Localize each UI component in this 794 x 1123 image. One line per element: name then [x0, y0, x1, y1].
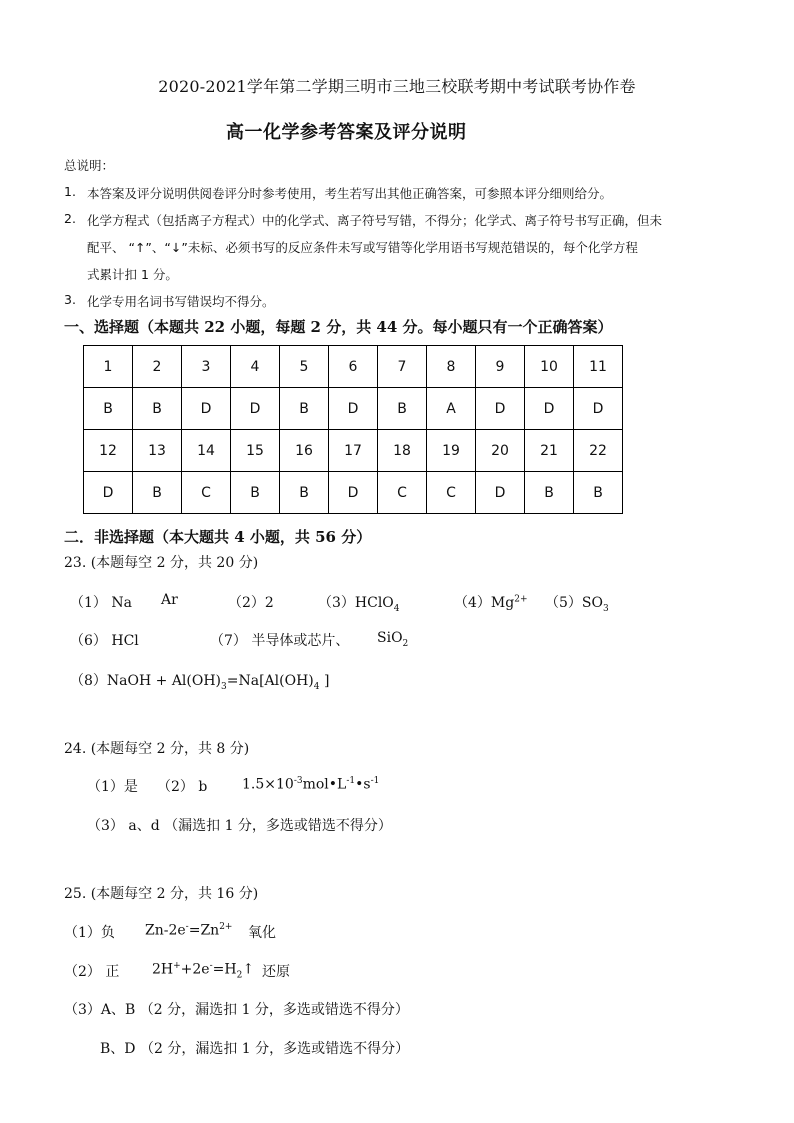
table-cell: D [476, 472, 525, 514]
document-subtitle: 高一化学参考答案及评分说明 [226, 122, 467, 143]
superscript: + [173, 961, 181, 971]
table-cell: A [427, 388, 476, 430]
note-text-line: 化学方程式（包括离子方程式）中的化学式、离子符号写错，不得分；化学式、离子符号书写正确，但未 [87, 213, 663, 228]
note-number: 3. [64, 292, 76, 307]
table-cell: 12 [84, 430, 133, 472]
table-cell: 14 [182, 430, 231, 472]
subscript: 3 [221, 681, 227, 692]
table-cell: 7 [378, 346, 427, 388]
subscript: 2 [402, 638, 409, 649]
subscript: 4 [393, 603, 400, 614]
formula-text: =H [212, 961, 237, 978]
q24-answer-2: （2） b [157, 779, 208, 795]
formula-text: 1.5×10 [242, 776, 294, 793]
answer-table [83, 345, 623, 514]
q25-answer-3: （3）A、B （2 分，漏选扣 1 分，多选或错选不得分） [64, 1002, 409, 1018]
table-cell: C [427, 472, 476, 514]
q24-answer-3: （3） a、d （漏选扣 1 分，多选或错选不得分） [87, 818, 392, 834]
table-cell: B [378, 388, 427, 430]
table-cell: 10 [525, 346, 574, 388]
superscript: - [185, 922, 189, 932]
note-text-line: 式累计扣 1 分。 [87, 267, 178, 282]
q23-answer-1b: Ar [161, 592, 178, 608]
q25-answer-1b [145, 922, 232, 939]
note-text: 化学专用名词书写错误均不得分。 [87, 294, 275, 309]
table-cell: 17 [329, 430, 378, 472]
table-cell: 3 [182, 346, 231, 388]
q25-answer-1: （1）负 [64, 925, 115, 941]
formula-text: （8）NaOH + Al(OH) [70, 673, 222, 689]
table-cell: B [231, 472, 280, 514]
table-cell: 5 [280, 346, 329, 388]
table-cell: D [476, 388, 525, 430]
table-cell: D [182, 388, 231, 430]
table-cell: 20 [476, 430, 525, 472]
table-cell: B [525, 472, 574, 514]
formula-text: SiO [377, 630, 403, 646]
subscript: 4 [313, 681, 320, 692]
superscript: 2+ [219, 922, 233, 932]
table-cell: 22 [574, 430, 623, 472]
table-cell: D [525, 388, 574, 430]
table-cell: 8 [427, 346, 476, 388]
formula-text: +2e [180, 961, 210, 978]
superscript: 2+ [514, 594, 528, 605]
table-cell: 19 [427, 430, 476, 472]
section2-heading: 二．非选择题（本大题共 4 小题，共 56 分） [64, 528, 372, 546]
q24-answer-2b [242, 776, 379, 793]
notes-heading: 总说明： [64, 158, 115, 173]
table-cell: 16 [280, 430, 329, 472]
q23-answer-8 [70, 670, 329, 692]
superscript: -3 [293, 776, 303, 786]
q25-title: 25. (本题每空 2 分，共 16 分) [64, 886, 259, 902]
subscript: 3 [602, 603, 609, 614]
q25-answer-1d: 氧化 [248, 925, 276, 941]
q24-answer-1: （1）是 [87, 779, 138, 795]
table-cell: D [329, 388, 378, 430]
q23-title: 23. (本题每空 2 分，共 20 分) [64, 555, 259, 571]
superscript: -1 [370, 776, 380, 786]
table-cell: 21 [525, 430, 574, 472]
table-cell: B [280, 472, 329, 514]
formula-text: （3）HClO [318, 595, 394, 611]
table-cell: B [84, 388, 133, 430]
table-cell: 15 [231, 430, 280, 472]
q23-answer-3 [318, 592, 400, 614]
table-cell: C [378, 472, 427, 514]
table-cell: 2 [133, 346, 182, 388]
table-row [84, 346, 623, 388]
q23-answer-7: （7） 半导体或芯片、 [210, 633, 350, 649]
table-cell: 18 [378, 430, 427, 472]
formula-text: Zn-2e [145, 922, 186, 939]
section1-heading: 一、选择题（本题共 22 小题，每题 2 分，共 44 分。每小题只有一个正确答案） [64, 318, 613, 336]
superscript: -1 [346, 776, 356, 786]
table-cell: 1 [84, 346, 133, 388]
q25-answer-4: B、D （2 分，漏选扣 1 分，多选或错选不得分） [100, 1041, 410, 1057]
formula-text: •s [355, 776, 371, 793]
q24-title: 24. (本题每空 2 分，共 8 分) [64, 741, 250, 757]
note-text: 本答案及评分说明供阅卷评分时参考使用，考生若写出其他正确答案，可参照本评分细则给分。 [87, 186, 613, 201]
formula-text: =Na[Al(OH) [226, 673, 314, 689]
table-cell: B [133, 388, 182, 430]
table-cell: D [84, 472, 133, 514]
table-cell: D [574, 388, 623, 430]
table-cell: 4 [231, 346, 280, 388]
table-cell: 13 [133, 430, 182, 472]
formula-text: mol•L [302, 776, 347, 793]
formula-text: ] [319, 673, 330, 689]
q23-answer-1: （1） Na [70, 595, 132, 611]
q23-answer-6: （6） HCl [70, 633, 139, 649]
formula-text: 2H [152, 961, 174, 978]
q23-answer-5 [545, 592, 609, 614]
table-cell: 11 [574, 346, 623, 388]
formula-text: =Zn [188, 922, 220, 939]
table-cell: C [182, 472, 231, 514]
formula-text: （4）Mg [454, 595, 515, 611]
q25-answer-2b [152, 961, 254, 980]
table-row [84, 388, 623, 430]
note-text-line: 配平、 “↑”、“↓”未标、必须书写的反应条件未写或写错等化学用语书写规范错误的，每个化学方程 [87, 240, 638, 255]
q25-answer-2f: 还原 [262, 964, 290, 980]
table-cell: B [280, 388, 329, 430]
superscript: - [209, 961, 213, 971]
table-cell: 9 [476, 346, 525, 388]
table-cell: D [329, 472, 378, 514]
exam-title: 2020-2021学年第二学期三明市三地三校联考期中考试联考协作卷 [158, 77, 636, 96]
subscript: 2 [236, 970, 243, 981]
q23-answer-4 [454, 592, 528, 612]
note-number: 2. [64, 211, 76, 226]
q23-answer-7b [377, 630, 408, 649]
q25-answer-2: （2） 正 [64, 964, 120, 980]
table-row [84, 430, 623, 472]
formula-text: （5）SO [545, 595, 603, 611]
table-row [84, 472, 623, 514]
table-cell: B [133, 472, 182, 514]
table-cell: D [231, 388, 280, 430]
table-cell: 6 [329, 346, 378, 388]
note-number: 1. [64, 184, 76, 199]
formula-text: ↑ [242, 961, 255, 978]
table-cell: B [574, 472, 623, 514]
q23-answer-2: （2）2 [228, 595, 274, 611]
